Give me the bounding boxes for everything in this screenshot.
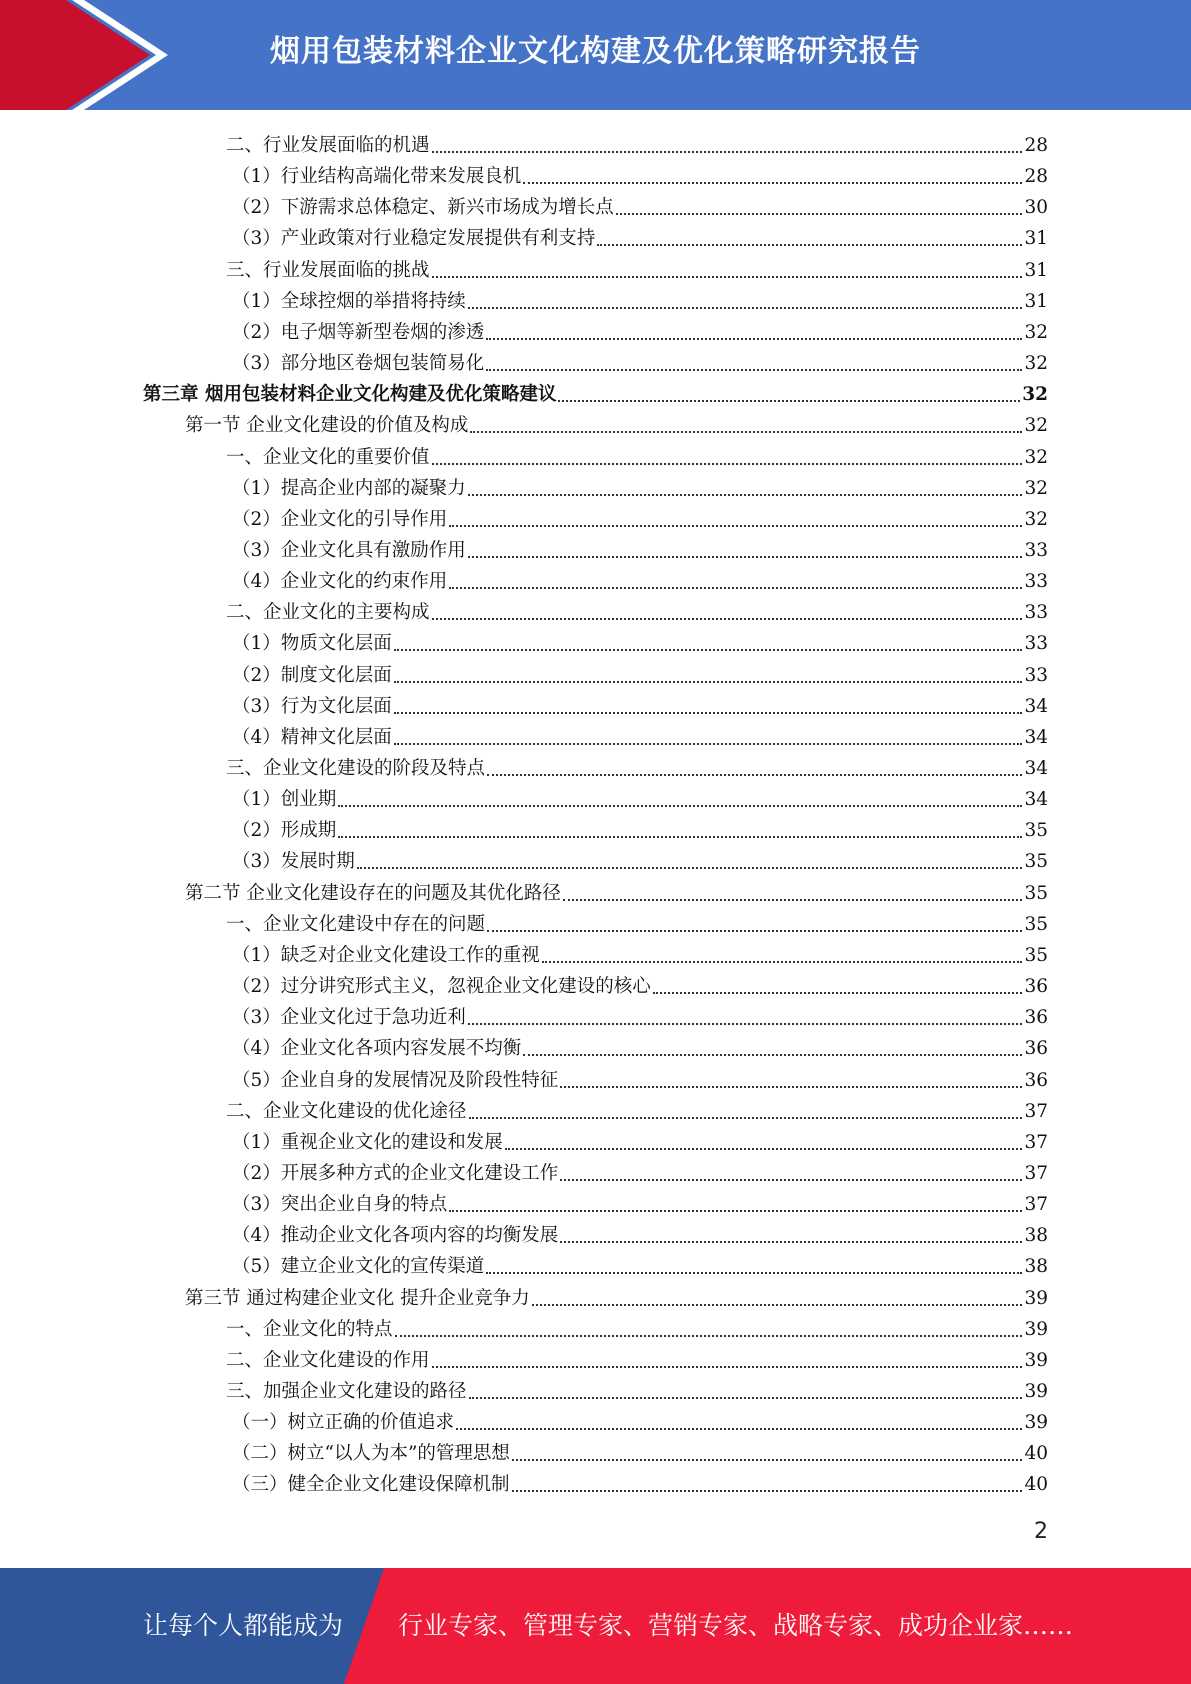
toc-entry-page: 37 [1024, 1100, 1048, 1122]
toc-section-entry[interactable] [185, 875, 1048, 906]
toc-dot-leader [486, 369, 1022, 371]
toc-entry-title: （1）创业期 [232, 789, 337, 811]
footer-slogan-right: 行业专家、管理专家、营销专家、战略专家、成功企业家…… [398, 1611, 1074, 1640]
toc-entry-title: 第三章 烟用包装材料企业文化构建及优化策略建议 [143, 384, 557, 406]
toc-entry-page: 33 [1024, 539, 1048, 561]
toc-entry[interactable] [232, 843, 1048, 874]
toc-dot-leader [653, 992, 1023, 994]
toc-entry-title: （1）重视企业文化的建设和发展 [232, 1131, 503, 1153]
toc-entry-page: 39 [1024, 1412, 1048, 1434]
toc-dot-leader [468, 494, 1023, 496]
toc-entry-page: 40 [1024, 1443, 1048, 1465]
toc-entry-title: 三、企业文化建设的阶段及特点 [226, 758, 486, 779]
toc-dot-leader [357, 867, 1023, 869]
toc-entry-title: （一）树立正确的价值追求 [232, 1412, 455, 1434]
toc-entry-title: 三、加强企业文化建设的路径 [226, 1381, 467, 1402]
toc-entry-title: 二、企业文化建设的作用 [226, 1349, 430, 1371]
toc-dot-leader [449, 1210, 1022, 1212]
toc-entry-title: 第三节 通过构建企业文化 提升企业竞争力 [185, 1287, 530, 1309]
toc-entry[interactable] [232, 688, 1048, 719]
toc-entry-title: （2）形成期 [232, 820, 337, 842]
toc-entry-page: 36 [1024, 1038, 1048, 1060]
toc-entry[interactable] [232, 1466, 1048, 1497]
toc-entry-page: 33 [1024, 602, 1048, 624]
toc-entry[interactable] [232, 314, 1048, 345]
toc-entry[interactable] [232, 1248, 1048, 1279]
toc-entry-page: 32 [1024, 321, 1048, 343]
toc-dot-leader [432, 463, 1023, 465]
toc-entry-title: （3）企业文化具有激励作用 [232, 539, 466, 561]
toc-dot-leader [432, 276, 1023, 278]
toc-entry-title: 二、企业文化的主要构成 [226, 602, 430, 624]
toc-entry-title: （1）行业结构高端化带来发展良机 [232, 166, 522, 188]
toc-entry-page: 32 [1024, 415, 1048, 437]
toc-dot-leader [486, 1272, 1022, 1274]
report-title: 烟用包装材料企业文化构建及优化策略研究报告 [270, 34, 921, 69]
toc-entry[interactable] [232, 999, 1048, 1030]
toc-dot-leader [558, 400, 1020, 402]
toc-entry[interactable] [226, 1342, 1048, 1373]
toc-entry[interactable] [232, 158, 1048, 189]
toc-entry-title: （2）开展多种方式的企业文化建设工作 [232, 1162, 559, 1184]
toc-entry-page: 32 [1022, 384, 1048, 406]
toc-dot-leader [532, 1304, 1023, 1306]
toc-entry[interactable] [232, 1217, 1048, 1248]
toc-entry[interactable] [232, 189, 1048, 220]
toc-entry-page: 33 [1024, 633, 1048, 655]
toc-entry-page: 33 [1024, 664, 1048, 686]
toc-dot-leader [512, 1490, 1023, 1492]
toc-entry[interactable] [232, 625, 1048, 656]
toc-dot-leader [523, 182, 1022, 184]
toc-section-entry[interactable] [185, 407, 1048, 438]
toc-entry-title: 一、企业文化的特点 [226, 1318, 393, 1340]
toc-entry-title: （2）企业文化的引导作用 [232, 508, 448, 530]
toc-entry[interactable] [232, 812, 1048, 843]
toc-entry-title: （4）企业文化各项内容发展不均衡 [232, 1038, 522, 1060]
toc-entry-page: 35 [1024, 820, 1048, 842]
toc-entry-title: 三、行业发展面临的挑战 [226, 259, 430, 281]
toc-entry[interactable] [232, 968, 1048, 999]
toc-entry-title: （1）全球控烟的举措将持续 [232, 290, 466, 312]
toc-dot-leader [449, 587, 1022, 589]
toc-entry-page: 31 [1024, 290, 1048, 312]
toc-entry-page: 39 [1024, 1287, 1048, 1309]
toc-entry-page: 38 [1024, 1225, 1048, 1247]
toc-dot-leader [468, 556, 1023, 558]
toc-entry-title: （三）健全企业文化建设保障机制 [232, 1474, 510, 1496]
toc-entry-title: （3）发展时期 [232, 851, 355, 873]
toc-entry-page: 33 [1024, 571, 1048, 593]
toc-dot-leader [338, 836, 1022, 838]
toc-entry[interactable] [232, 470, 1048, 501]
toc-section-entry[interactable] [185, 1280, 1048, 1311]
toc-entry-title: 二、企业文化建设的优化途径 [226, 1100, 467, 1122]
toc-entry-page: 31 [1024, 228, 1048, 250]
toc-dot-leader [432, 618, 1023, 620]
toc-entry[interactable] [232, 345, 1048, 376]
toc-entry-page: 34 [1024, 789, 1048, 811]
toc-entry-page: 31 [1024, 259, 1048, 281]
toc-dot-leader [468, 307, 1023, 309]
toc-entry-title: （3）部分地区卷烟包装简易化 [232, 353, 485, 375]
toc-dot-leader [486, 338, 1022, 340]
toc-dot-leader [468, 1023, 1023, 1025]
toc-dot-leader [616, 213, 1023, 215]
toc-entry[interactable] [226, 906, 1048, 937]
toc-entry-title: 第一节 企业文化建设的价值及构成 [185, 415, 469, 437]
toc-dot-leader [394, 649, 1023, 651]
toc-dot-leader [560, 1179, 1022, 1181]
toc-entry-page: 28 [1024, 135, 1048, 156]
toc-entry-title: （5）企业自身的发展情况及阶段性特征 [232, 1069, 559, 1091]
toc-entry-title: （2）过分讲究形式主义，忽视企业文化建设的核心 [232, 976, 651, 998]
toc-entry-title: 一、企业文化建设中存在的问题 [226, 913, 486, 935]
toc-entry[interactable] [226, 252, 1048, 283]
toc-entry-title: （4）企业文化的约束作用 [232, 571, 448, 593]
toc-entry-page: 37 [1024, 1162, 1048, 1184]
toc-entry-title: 第二节 企业文化建设存在的问题及其优化路径 [185, 882, 561, 904]
toc-entry[interactable] [226, 127, 1048, 158]
toc-entry-title: （2）制度文化层面 [232, 664, 392, 686]
toc-entry-page: 39 [1024, 1349, 1048, 1371]
toc-entry-title: （4）精神文化层面 [232, 726, 392, 748]
toc-dot-leader [395, 1335, 1023, 1337]
toc-entry-page: 35 [1024, 851, 1048, 873]
header-red-arrow [0, 0, 150, 110]
toc-dot-leader [394, 743, 1023, 745]
toc-entry-page: 39 [1024, 1318, 1048, 1340]
toc-entry-title: （3）突出企业自身的特点 [232, 1194, 448, 1216]
toc-dot-leader [394, 712, 1023, 714]
toc-entry-title: （3）企业文化过于急功近利 [232, 1007, 466, 1029]
toc-entry[interactable] [232, 1404, 1048, 1435]
toc-entry-page: 36 [1024, 1007, 1048, 1029]
toc-entry-page: 34 [1024, 695, 1048, 717]
toc-entry-title: （1）提高企业内部的凝聚力 [232, 477, 466, 499]
toc-entry[interactable] [232, 220, 1048, 251]
toc-entry[interactable] [226, 439, 1048, 470]
toc-dot-leader [469, 1397, 1023, 1399]
toc-entry-page: 35 [1024, 944, 1048, 966]
toc-entry[interactable] [226, 1373, 1048, 1404]
toc-entry-title: （1）缺乏对企业文化建设工作的重视 [232, 944, 540, 966]
toc-entry[interactable] [232, 532, 1048, 563]
toc-entry[interactable] [232, 1124, 1048, 1155]
toc-entry[interactable] [232, 1030, 1048, 1061]
toc-entry-title: （5）建立企业文化的宣传渠道 [232, 1256, 485, 1278]
toc-entry[interactable] [232, 1186, 1048, 1217]
toc-entry-title: （4）推动企业文化各项内容的均衡发展 [232, 1225, 559, 1247]
toc-entry-title: （1）物质文化层面 [232, 633, 392, 655]
toc-entry-page: 34 [1024, 726, 1048, 748]
toc-entry-title: （2）下游需求总体稳定、新兴市场成为增长点 [232, 197, 614, 219]
toc-dot-leader [560, 1241, 1022, 1243]
toc-entry[interactable] [232, 1435, 1048, 1466]
toc-entry-page: 35 [1024, 913, 1048, 935]
toc-entry[interactable] [232, 1062, 1048, 1093]
toc-entry-page: 32 [1024, 446, 1048, 468]
toc-entry-page: 37 [1024, 1194, 1048, 1216]
toc-entry[interactable] [232, 657, 1048, 688]
toc-dot-leader [470, 431, 1022, 433]
toc-entry[interactable] [232, 781, 1048, 812]
toc-dot-leader [469, 1117, 1023, 1119]
toc-dot-leader [597, 244, 1022, 246]
toc-entry-title: （3）产业政策对行业稳定发展提供有利支持 [232, 228, 596, 250]
toc-dot-leader [563, 899, 1023, 901]
toc-dot-leader [512, 1459, 1023, 1461]
toc-dot-leader [542, 961, 1023, 963]
toc-entry-page: 38 [1024, 1256, 1048, 1278]
toc-entry[interactable] [226, 1311, 1048, 1342]
toc-entry[interactable] [226, 1093, 1048, 1124]
toc-dot-leader [456, 1428, 1022, 1430]
toc-entry[interactable] [232, 1155, 1048, 1186]
toc-entry-page: 32 [1024, 508, 1048, 530]
toc-entry-page: 39 [1024, 1381, 1048, 1402]
toc-entry-page: 32 [1024, 353, 1048, 375]
toc-entry[interactable] [226, 750, 1048, 781]
toc-entry[interactable] [232, 501, 1048, 532]
toc-dot-leader [449, 525, 1022, 527]
toc-dot-leader [487, 774, 1022, 776]
toc-dot-leader [560, 1086, 1022, 1088]
toc-entry-page: 30 [1024, 197, 1048, 219]
toc-entry[interactable] [232, 719, 1048, 750]
footer-slogan-left: 让每个人都能成为 [143, 1611, 344, 1640]
toc-entry-page: 35 [1024, 882, 1048, 904]
toc-dot-leader [394, 681, 1023, 683]
toc-entry-title: （3）行为文化层面 [232, 695, 392, 717]
toc-entry-page: 40 [1024, 1474, 1048, 1496]
toc-entry-title: （二）树立“以人为本”的管理思想 [232, 1443, 510, 1465]
toc-dot-leader [432, 151, 1023, 153]
toc-entry-title: 一、企业文化的重要价值 [226, 446, 430, 468]
page-header [0, 0, 1191, 110]
toc-entry-page: 34 [1024, 758, 1048, 779]
toc-chapter-entry[interactable] [143, 376, 1048, 407]
toc-dot-leader [338, 805, 1022, 807]
toc-entry-page: 36 [1024, 976, 1048, 998]
toc-entry[interactable] [232, 937, 1048, 968]
page-number: 2 [1034, 1519, 1048, 1544]
toc-entry-page: 28 [1024, 166, 1048, 188]
toc-dot-leader [487, 930, 1022, 932]
toc-entry-page: 37 [1024, 1131, 1048, 1153]
toc-dot-leader [523, 1054, 1022, 1056]
toc-entry-page: 36 [1024, 1069, 1048, 1091]
toc-dot-leader [432, 1366, 1023, 1368]
toc-entry[interactable] [232, 563, 1048, 594]
toc-entry[interactable] [226, 594, 1048, 625]
toc-entry-title: （2）电子烟等新型卷烟的渗透 [232, 321, 485, 343]
toc-entry[interactable] [232, 283, 1048, 314]
toc-dot-leader [505, 1148, 1023, 1150]
toc-entry-title: 二、行业发展面临的机遇 [226, 135, 430, 156]
toc-entry-page: 32 [1024, 477, 1048, 499]
page-footer [0, 1568, 1191, 1684]
